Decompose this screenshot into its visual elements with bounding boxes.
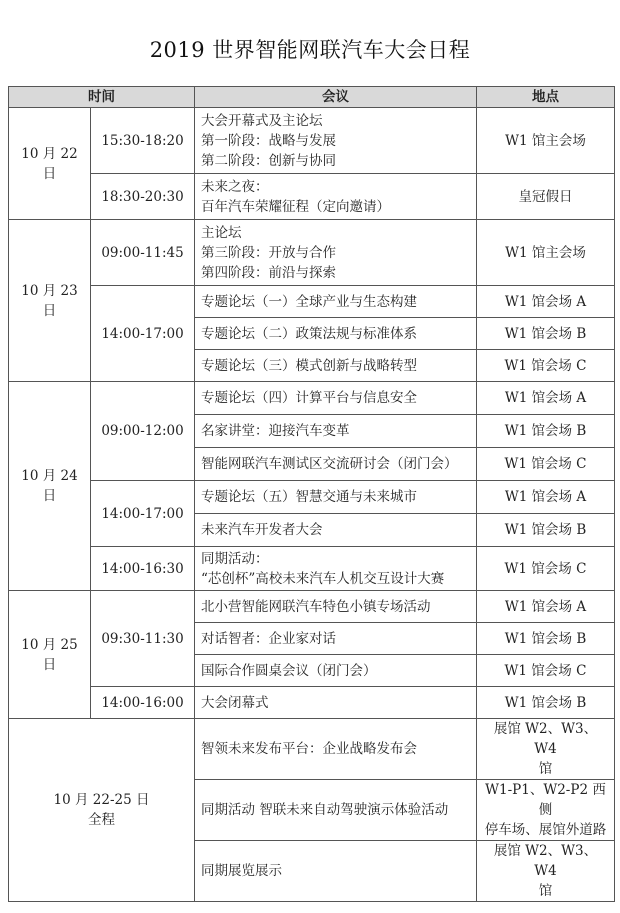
date-cell-24: 10 月 24 日 (9, 382, 91, 591)
place-cell: W1 馆会场 A (477, 591, 615, 623)
date-cell-23: 10 月 23 日 (9, 220, 91, 382)
time-cell: 14:00-16:30 (91, 547, 195, 591)
schedule-table (8, 86, 615, 902)
topic-cell: 专题论坛（五）智慧交通与未来城市 (195, 481, 477, 514)
place-cell: W1 馆会场 A (477, 481, 615, 514)
table-row (9, 481, 615, 514)
table-row (9, 687, 615, 719)
date-cell-25: 10 月 25 日 (9, 591, 91, 719)
time-cell: 14:00-17:00 (91, 481, 195, 547)
topic-cell: 同期活动 智联未来自动驾驶演示体验活动 (195, 780, 477, 841)
place-cell: W1 馆会场 B (477, 514, 615, 547)
place-cell: W1 馆会场 A (477, 382, 615, 415)
topic-cell: 专题论坛（二）政策法规与标准体系 (195, 318, 477, 350)
table-row (9, 547, 615, 591)
place-cell: 展馆 W2、W3、W4 馆 (477, 841, 615, 902)
place-cell: W1 馆会场 C (477, 655, 615, 687)
topic-cell: 国际合作圆桌会议（闭门会） (195, 655, 477, 687)
place-cell: 皇冠假日 (477, 174, 615, 220)
time-cell: 14:00-17:00 (91, 286, 195, 382)
topic-cell: 智领未来发布平台：企业战略发布会 (195, 719, 477, 780)
topic-cell: 同期展览展示 (195, 841, 477, 902)
topic-cell: 专题论坛（四）计算平台与信息安全 (195, 382, 477, 415)
place-cell: W1 馆会场 C (477, 350, 615, 382)
time-cell: 09:00-12:00 (91, 382, 195, 481)
place-cell: W1 馆会场 A (477, 286, 615, 318)
place-cell: W1 馆会场 B (477, 415, 615, 448)
header-place: 地点 (477, 87, 615, 108)
topic-cell: 专题论坛（三）模式创新与战略转型 (195, 350, 477, 382)
table-header-row (9, 87, 615, 108)
header-topic: 会议 (195, 87, 477, 108)
date-cell-22: 10 月 22 日 (9, 108, 91, 220)
topic-cell: 主论坛 第三阶段：开放与合作 第四阶段：前沿与探索 (195, 220, 477, 286)
topic-cell: 大会闭幕式 (195, 687, 477, 719)
place-cell: W1 馆主会场 (477, 108, 615, 174)
table-row (9, 220, 615, 286)
topic-cell: 名家讲堂：迎接汽车变革 (195, 415, 477, 448)
time-cell: 14:00-16:00 (91, 687, 195, 719)
place-cell: W1 馆会场 C (477, 547, 615, 591)
time-cell: 18:30-20:30 (91, 174, 195, 220)
topic-cell: 专题论坛（一）全球产业与生态构建 (195, 286, 477, 318)
time-cell: 09:30-11:30 (91, 591, 195, 687)
table-row (9, 108, 615, 174)
topic-cell: 同期活动： “芯创杯”高校未来汽车人机交互设计大赛 (195, 547, 477, 591)
table-row (9, 286, 615, 318)
place-cell: W1 馆会场 B (477, 623, 615, 655)
table-row (9, 719, 615, 780)
topic-cell: 对话智者：企业家对话 (195, 623, 477, 655)
page-title: 2019 世界智能网联汽车大会日程 (149, 38, 471, 62)
table-row (9, 382, 615, 415)
time-cell: 15:30-18:20 (91, 108, 195, 174)
place-cell: 展馆 W2、W3、W4 馆 (477, 719, 615, 780)
place-cell: W1 馆主会场 (477, 220, 615, 286)
place-cell: W1 馆会场 B (477, 318, 615, 350)
table-row (9, 591, 615, 623)
topic-cell: 未来汽车开发者大会 (195, 514, 477, 547)
table-row (9, 174, 615, 220)
place-cell: W1 馆会场 C (477, 448, 615, 481)
place-cell: W1-P1、W2-P2 西侧 停车场、展馆外道路 (477, 780, 615, 841)
topic-cell: 北小营智能网联汽车特色小镇专场活动 (195, 591, 477, 623)
topic-cell: 智能网联汽车测试区交流研讨会（闭门会） (195, 448, 477, 481)
place-cell: W1 馆会场 B (477, 687, 615, 719)
time-cell: 09:00-11:45 (91, 220, 195, 286)
header-time: 时间 (9, 87, 195, 108)
date-cell-fullterm: 10 月 22-25 日 全程 (9, 719, 195, 902)
topic-cell: 大会开幕式及主论坛 第一阶段：战略与发展 第二阶段：创新与协同 (195, 108, 477, 174)
topic-cell: 未来之夜： 百年汽车荣耀征程（定向邀请） (195, 174, 477, 220)
